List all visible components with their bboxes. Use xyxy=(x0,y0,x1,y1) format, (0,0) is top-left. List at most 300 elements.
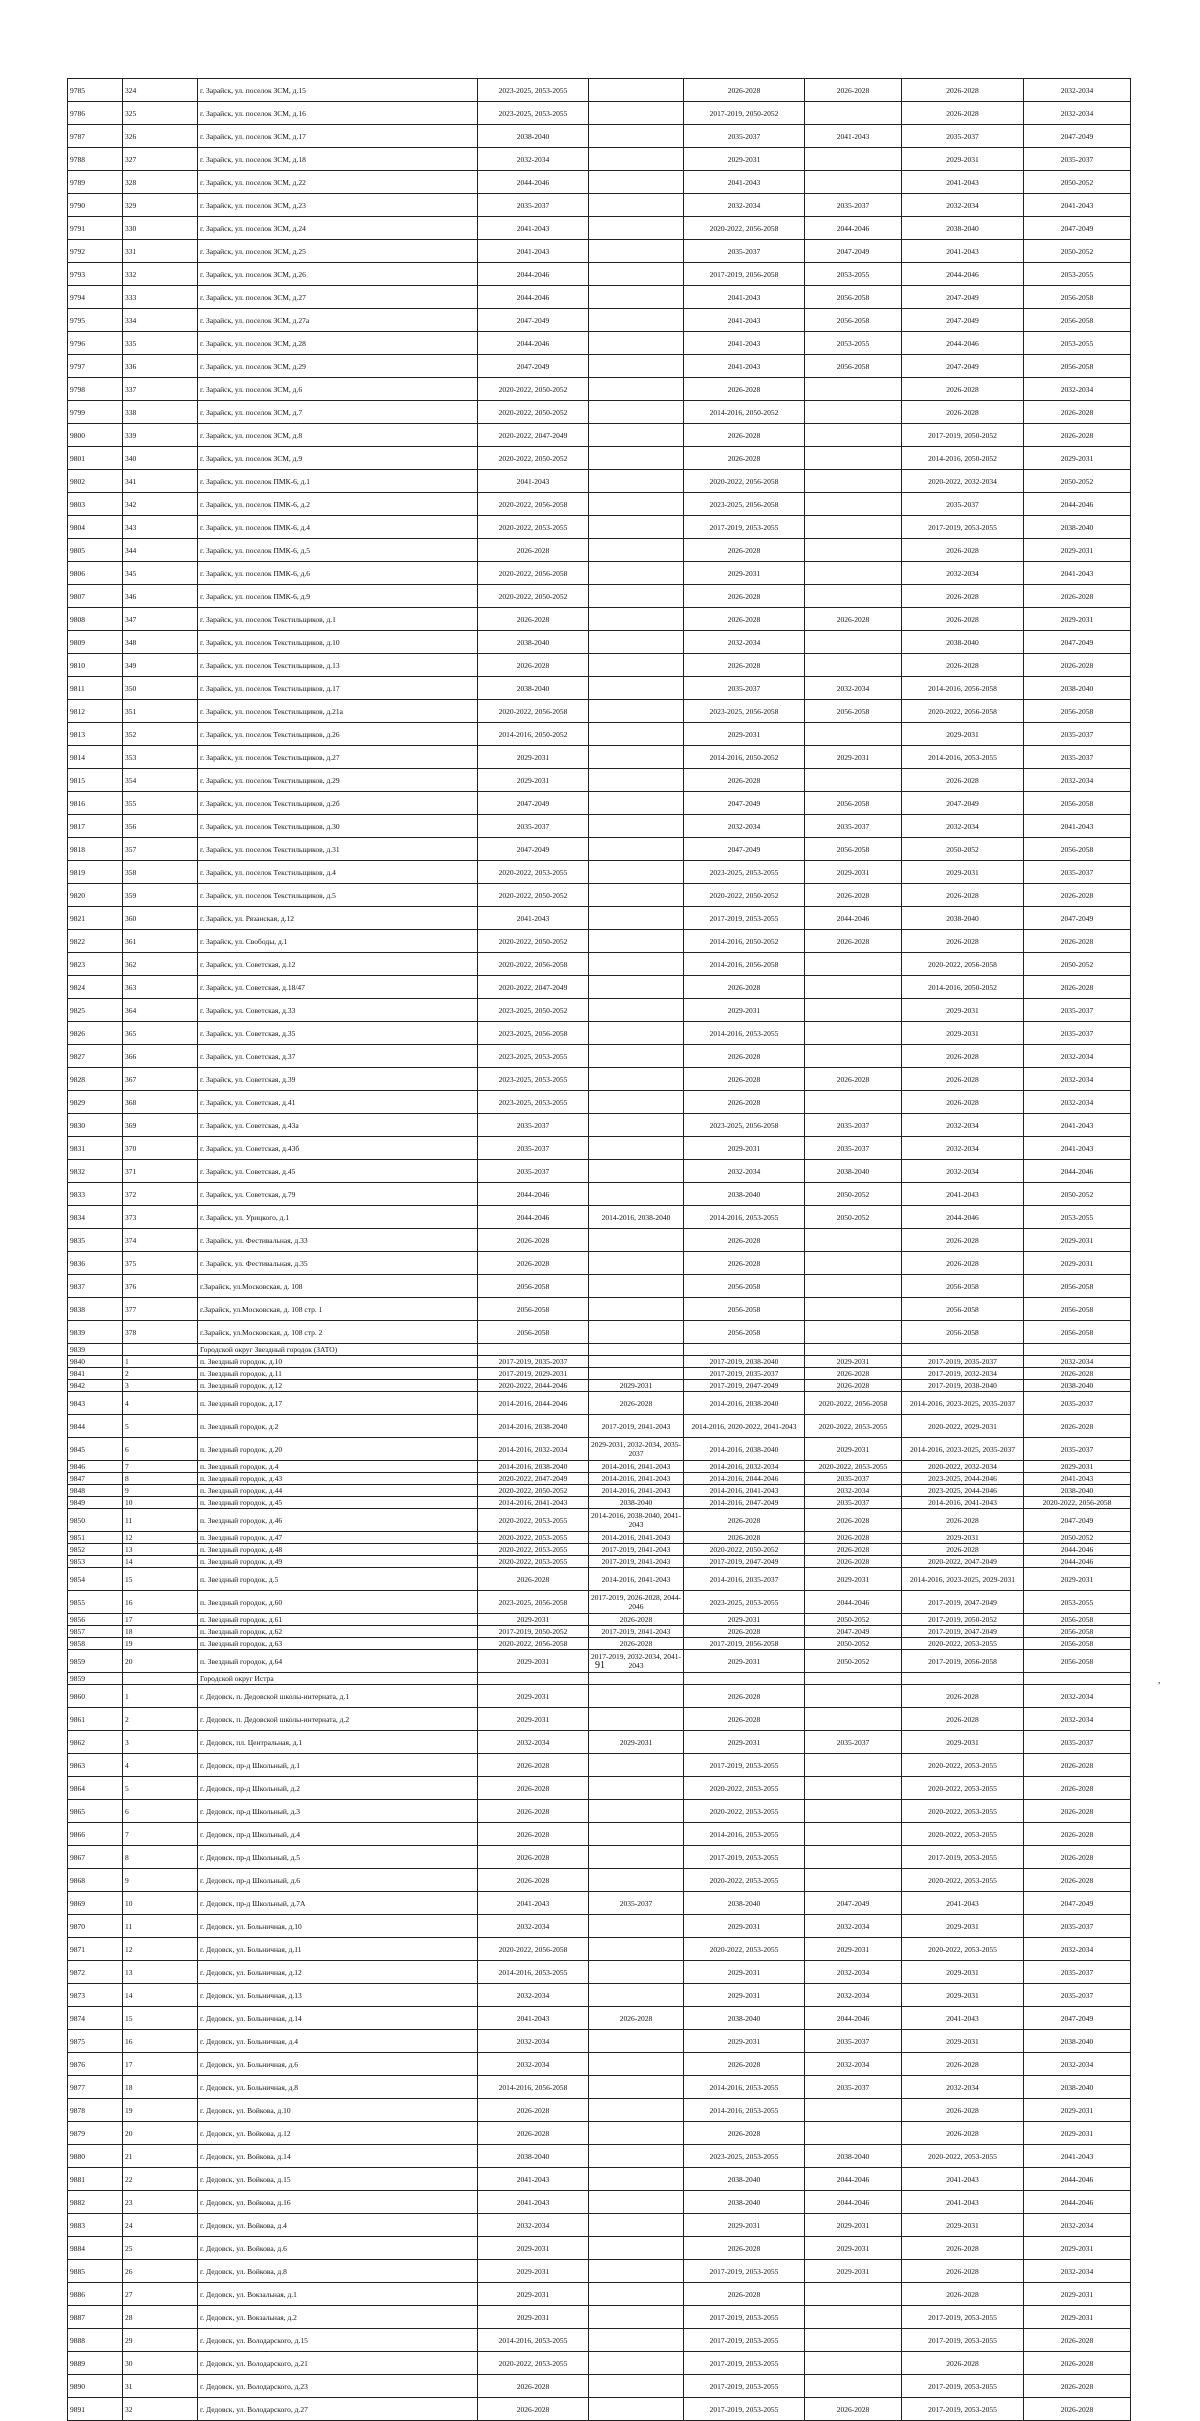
period-col5-cell: 2041-2043 xyxy=(902,1183,1024,1206)
row-number-cell: 9890 xyxy=(68,2375,123,2398)
period-col5-cell: 2029-2031 xyxy=(902,1915,1024,1938)
period-col4-cell: 2044-2046 xyxy=(805,2168,902,2191)
period-col5-cell: 2017-2019, 2050-2052 xyxy=(902,424,1024,447)
period-col1-cell: 2026-2028 xyxy=(478,2398,589,2421)
period-col6-cell: 2035-2037 xyxy=(1024,1438,1131,1461)
address-cell: г. Зарайск, ул. поселок Текстильщиков, д.26 xyxy=(198,723,478,746)
address-cell: г. Зарайск, ул. поселок ЗСМ, д.8 xyxy=(198,424,478,447)
table-row xyxy=(68,746,1131,769)
table-row xyxy=(68,148,1131,171)
period-col6-cell: 2026-2028 xyxy=(1024,1869,1131,1892)
period-col4-cell: 2032-2034 xyxy=(805,677,902,700)
house-number-cell: 4 xyxy=(123,1754,198,1777)
period-col2-cell xyxy=(589,401,684,424)
period-col1-cell: 2029-2031 xyxy=(478,2237,589,2260)
period-col6-cell: 2029-2031 xyxy=(1024,539,1131,562)
period-col4-cell: 2053-2055 xyxy=(805,332,902,355)
period-col3-cell: 2056-2058 xyxy=(684,1275,805,1298)
house-number-cell: 17 xyxy=(123,1614,198,1626)
house-number-cell: 16 xyxy=(123,1591,198,1614)
address-cell: г. Зарайск, ул. Советская, д.45 xyxy=(198,1160,478,1183)
period-col1-cell: 2029-2031 xyxy=(478,1708,589,1731)
period-col4-cell: 2026-2028 xyxy=(805,1068,902,1091)
table-row xyxy=(68,976,1131,999)
period-col1-cell: 2023-2025, 2053-2055 xyxy=(478,1045,589,1068)
table-row xyxy=(68,1497,1131,1509)
period-col4-cell: 2035-2037 xyxy=(805,815,902,838)
period-col3-cell: 2026-2028 xyxy=(684,424,805,447)
period-col2-cell xyxy=(589,1777,684,1800)
period-col3-cell: 2014-2016, 2032-2034 xyxy=(684,1461,805,1473)
period-col4-cell: 2026-2028 xyxy=(805,1380,902,1392)
address-cell: г. Зарайск, ул. Советская, д.33 xyxy=(198,999,478,1022)
row-number-cell: 9795 xyxy=(68,309,123,332)
period-col1-cell: 2035-2037 xyxy=(478,194,589,217)
period-col6-cell: 2053-2055 xyxy=(1024,1206,1131,1229)
period-col5-cell: 2044-2046 xyxy=(902,332,1024,355)
period-col6-cell: 2041-2043 xyxy=(1024,815,1131,838)
period-col1-cell: 2029-2031 xyxy=(478,746,589,769)
period-col3-cell: 2038-2040 xyxy=(684,2191,805,2214)
row-number-cell: 9831 xyxy=(68,1137,123,1160)
period-col5-cell: 2050-2052 xyxy=(902,838,1024,861)
table-row xyxy=(68,1022,1131,1045)
period-col6-cell: 2032-2034 xyxy=(1024,769,1131,792)
period-col2-cell xyxy=(589,1160,684,1183)
period-col3-cell: 2020-2022, 2053-2055 xyxy=(684,1938,805,1961)
table-row xyxy=(68,1777,1131,1800)
period-col6-cell: 2026-2028 xyxy=(1024,401,1131,424)
house-number-cell: 351 xyxy=(123,700,198,723)
table-row xyxy=(68,1438,1131,1461)
house-number-cell: 355 xyxy=(123,792,198,815)
period-col4-cell: 2029-2031 xyxy=(805,861,902,884)
period-col3-cell: 2026-2028 xyxy=(684,79,805,102)
address-cell: г. Зарайск, ул. поселок Текстильщиков, д.30 xyxy=(198,815,478,838)
period-col6-cell: 2029-2031 xyxy=(1024,2306,1131,2329)
period-col1-cell: 2056-2058 xyxy=(478,1298,589,1321)
address-cell: г. Зарайск, ул. Советская, д.41 xyxy=(198,1091,478,1114)
period-col1-cell: 2017-2019, 2029-2031 xyxy=(478,1368,589,1380)
period-col4-cell: 2035-2037 xyxy=(805,1137,902,1160)
period-col4-cell: 2026-2028 xyxy=(805,1368,902,1380)
period-col2-cell xyxy=(589,424,684,447)
table-row xyxy=(68,309,1131,332)
period-col2-cell xyxy=(589,976,684,999)
address-cell: г. Зарайск, ул. Советская, д.12 xyxy=(198,953,478,976)
period-col1-cell: 2032-2034 xyxy=(478,1915,589,1938)
period-col3-cell: 2026-2028 xyxy=(684,608,805,631)
period-col4-cell xyxy=(805,2352,902,2375)
period-col1-cell: 2023-2025, 2053-2055 xyxy=(478,1068,589,1091)
period-col4-cell: 2047-2049 xyxy=(805,240,902,263)
period-col6-cell: 2029-2031 xyxy=(1024,447,1131,470)
period-col5-cell: 2035-2037 xyxy=(902,493,1024,516)
period-col2-cell: 2017-2019, 2032-2034, 2041-2043 xyxy=(589,1650,684,1673)
address-cell: п. Звездный городок, д.20 xyxy=(198,1438,478,1461)
address-cell: г. Зарайск, ул. поселок ЗСМ, д.29 xyxy=(198,355,478,378)
house-number-cell: 343 xyxy=(123,516,198,539)
house-number-cell: 348 xyxy=(123,631,198,654)
period-col6-cell: 2044-2046 xyxy=(1024,493,1131,516)
period-col5-cell: 2047-2049 xyxy=(902,355,1024,378)
address-cell: г. Дедовск, пр-д Школьный, д.7А xyxy=(198,1892,478,1915)
period-col1-cell: 2023-2025, 2053-2055 xyxy=(478,79,589,102)
period-col2-cell xyxy=(589,2260,684,2283)
row-number-cell: 9789 xyxy=(68,171,123,194)
table-row xyxy=(68,1869,1131,1892)
period-col1-cell: 2029-2031 xyxy=(478,1614,589,1626)
row-number-cell: 9883 xyxy=(68,2214,123,2237)
table-row xyxy=(68,1915,1131,1938)
table-row xyxy=(68,1892,1131,1915)
row-number-cell: 9837 xyxy=(68,1275,123,1298)
house-number-cell: 337 xyxy=(123,378,198,401)
period-col6-cell: 2026-2028 xyxy=(1024,2329,1131,2352)
period-col4-cell: 2020-2022, 2056-2058 xyxy=(805,1392,902,1415)
house-number-cell: 325 xyxy=(123,102,198,125)
period-col1-cell: 2020-2022, 2056-2058 xyxy=(478,493,589,516)
period-col3-cell: 2014-2016, 2056-2058 xyxy=(684,953,805,976)
period-col3-cell: 2026-2028 xyxy=(684,1252,805,1275)
period-col5-cell: 2014-2016, 2050-2052 xyxy=(902,447,1024,470)
address-cell: г. Зарайск, ул. Свободы, д.1 xyxy=(198,930,478,953)
house-number-cell: 344 xyxy=(123,539,198,562)
address-cell: г. Зарайск, ул. поселок ЗСМ, д.23 xyxy=(198,194,478,217)
table-row xyxy=(68,654,1131,677)
address-cell: г. Дедовск, п. Дедовской школы-интерната, д.2 xyxy=(198,1708,478,1731)
period-col2-cell xyxy=(589,148,684,171)
period-col3-cell: 2023-2025, 2056-2058 xyxy=(684,700,805,723)
period-col2-cell: 2014-2016, 2041-2043 xyxy=(589,1473,684,1485)
period-col5-cell: 2020-2022, 2056-2058 xyxy=(902,953,1024,976)
period-col2-cell: 2014-2016, 2041-2043 xyxy=(589,1485,684,1497)
period-col4-cell xyxy=(805,1275,902,1298)
table-row xyxy=(68,1380,1131,1392)
period-col4-cell xyxy=(805,1252,902,1275)
period-col3-cell: 2056-2058 xyxy=(684,1298,805,1321)
period-col6-cell: 2056-2058 xyxy=(1024,1321,1131,1344)
table-row xyxy=(68,953,1131,976)
table-row xyxy=(68,286,1131,309)
row-number-cell: 9798 xyxy=(68,378,123,401)
period-col1-cell: 2014-2016, 2032-2034 xyxy=(478,1438,589,1461)
address-cell: г. Дедовск, ул. Вокзальная, д.2 xyxy=(198,2306,478,2329)
period-col4-cell xyxy=(805,1777,902,1800)
period-col6-cell: 2050-2052 xyxy=(1024,470,1131,493)
period-col5-cell: 2026-2028 xyxy=(902,1708,1024,1731)
period-col5-cell: 2032-2034 xyxy=(902,2076,1024,2099)
period-col6-cell: 2038-2040 xyxy=(1024,1485,1131,1497)
period-col4-cell: 2029-2031 xyxy=(805,2237,902,2260)
period-col1-cell: 2026-2028 xyxy=(478,608,589,631)
row-number-cell: 9839 xyxy=(68,1321,123,1344)
table-row xyxy=(68,815,1131,838)
period-col3-cell: 2026-2028 xyxy=(684,585,805,608)
house-number-cell: 4 xyxy=(123,1392,198,1415)
table-row xyxy=(68,2122,1131,2145)
period-col4-cell: 2029-2031 xyxy=(805,1438,902,1461)
table-row xyxy=(68,1731,1131,1754)
address-cell: г. Дедовск, пр-д Школьный, д.2 xyxy=(198,1777,478,1800)
period-col2-cell xyxy=(589,585,684,608)
row-number-cell: 9870 xyxy=(68,1915,123,1938)
period-col3-cell: 2029-2031 xyxy=(684,2214,805,2237)
page-number: 91 xyxy=(595,1660,605,1671)
period-col1-cell: 2026-2028 xyxy=(478,1229,589,1252)
table-row xyxy=(68,1160,1131,1183)
row-number-cell: 9834 xyxy=(68,1206,123,1229)
house-number-cell: 335 xyxy=(123,332,198,355)
period-col2-cell: 2026-2028 xyxy=(589,2007,684,2030)
table-row xyxy=(68,1685,1131,1708)
address-cell: г. Зарайск, ул. поселок ЗСМ, д.24 xyxy=(198,217,478,240)
period-col2-cell xyxy=(589,999,684,1022)
address-cell: г. Дедовск, ул. Войкова, д.6 xyxy=(198,2237,478,2260)
row-number-cell: 9793 xyxy=(68,263,123,286)
house-number-cell: 327 xyxy=(123,148,198,171)
row-number-cell: 9808 xyxy=(68,608,123,631)
period-col2-cell xyxy=(589,1344,684,1356)
period-col4-cell xyxy=(805,1045,902,1068)
period-col3-cell: 2020-2022, 2053-2055 xyxy=(684,1869,805,1892)
period-col3-cell: 2026-2028 xyxy=(684,654,805,677)
period-col4-cell: 2029-2031 xyxy=(805,2260,902,2283)
period-col1-cell: 2047-2049 xyxy=(478,792,589,815)
table-row xyxy=(68,2145,1131,2168)
period-col6-cell: 2044-2046 xyxy=(1024,1160,1131,1183)
period-col2-cell: 2014-2016, 2041-2043 xyxy=(589,1461,684,1473)
address-cell: г. Зарайск, ул. Советская, д.43б xyxy=(198,1137,478,1160)
period-col3-cell: 2014-2016, 2047-2049 xyxy=(684,1497,805,1509)
period-col5-cell: 2029-2031 xyxy=(902,148,1024,171)
table-row xyxy=(68,1961,1131,1984)
period-col1-cell: 2056-2058 xyxy=(478,1321,589,1344)
period-col2-cell xyxy=(589,1368,684,1380)
row-number-cell: 9796 xyxy=(68,332,123,355)
table-row xyxy=(68,1938,1131,1961)
house-number-cell: 29 xyxy=(123,2329,198,2352)
row-number-cell: 9843 xyxy=(68,1392,123,1415)
period-col4-cell: 2029-2031 xyxy=(805,2214,902,2237)
period-col5-cell: 2020-2022, 2053-2055 xyxy=(902,1823,1024,1846)
address-cell: п. Звездный городок, д.17 xyxy=(198,1392,478,1415)
period-col4-cell: 2026-2028 xyxy=(805,2398,902,2421)
period-col2-cell: 2014-2016, 2041-2043 xyxy=(589,1568,684,1591)
address-cell: г.Зарайск, ул.Московская, д. 108 стр. 1 xyxy=(198,1298,478,1321)
period-col2-cell xyxy=(589,1708,684,1731)
house-number-cell: 361 xyxy=(123,930,198,953)
house-number-cell: 19 xyxy=(123,2099,198,2122)
table-row xyxy=(68,2099,1131,2122)
period-col1-cell: 2020-2022, 2044-2046 xyxy=(478,1380,589,1392)
period-col2-cell xyxy=(589,240,684,263)
house-number-cell: 371 xyxy=(123,1160,198,1183)
period-col2-cell xyxy=(589,332,684,355)
period-col5-cell: 2014-2016, 2023-2025, 2035-2037 xyxy=(902,1392,1024,1415)
address-cell: г. Зарайск, ул. поселок ЗСМ, д.22 xyxy=(198,171,478,194)
period-col4-cell xyxy=(805,2099,902,2122)
table-row xyxy=(68,1068,1131,1091)
period-col1-cell: 2032-2034 xyxy=(478,2053,589,2076)
period-col2-cell xyxy=(589,516,684,539)
period-col4-cell: 2038-2040 xyxy=(805,2145,902,2168)
house-number-cell: 18 xyxy=(123,2076,198,2099)
table-row xyxy=(68,2214,1131,2237)
period-col2-cell xyxy=(589,654,684,677)
period-col1-cell: 2023-2025, 2050-2052 xyxy=(478,999,589,1022)
house-number-cell: 27 xyxy=(123,2283,198,2306)
period-col1-cell: 2041-2043 xyxy=(478,2007,589,2030)
period-col1-cell: 2026-2028 xyxy=(478,654,589,677)
period-col2-cell: 2026-2028 xyxy=(589,1392,684,1415)
period-col1-cell: 2044-2046 xyxy=(478,286,589,309)
period-col1-cell: 2041-2043 xyxy=(478,470,589,493)
row-number-cell: 9869 xyxy=(68,1892,123,1915)
period-col4-cell xyxy=(805,102,902,125)
period-col6-cell xyxy=(1024,1673,1131,1685)
period-col5-cell: 2026-2028 xyxy=(902,1045,1024,1068)
period-col1-cell: 2026-2028 xyxy=(478,539,589,562)
row-number-cell: 9887 xyxy=(68,2306,123,2329)
period-col3-cell: 2020-2022, 2050-2052 xyxy=(684,1544,805,1556)
row-number-cell: 9875 xyxy=(68,2030,123,2053)
house-number-cell xyxy=(123,1673,198,1685)
period-col2-cell xyxy=(589,1754,684,1777)
period-col3-cell: 2035-2037 xyxy=(684,677,805,700)
house-number-cell: 10 xyxy=(123,1497,198,1509)
period-col4-cell xyxy=(805,424,902,447)
address-cell: г. Дедовск, ул. Больничная, д.10 xyxy=(198,1915,478,1938)
period-col4-cell: 2029-2031 xyxy=(805,1938,902,1961)
period-col3-cell: 2032-2034 xyxy=(684,194,805,217)
period-col5-cell: 2017-2019, 2056-2058 xyxy=(902,1650,1024,1673)
period-col6-cell: 2035-2037 xyxy=(1024,148,1131,171)
period-col2-cell xyxy=(589,1321,684,1344)
period-col6-cell: 2029-2031 xyxy=(1024,2283,1131,2306)
period-col6-cell: 2050-2052 xyxy=(1024,953,1131,976)
period-col2-cell xyxy=(589,378,684,401)
period-col3-cell: 2041-2043 xyxy=(684,286,805,309)
house-number-cell xyxy=(123,1344,198,1356)
period-col1-cell: 2044-2046 xyxy=(478,1183,589,1206)
period-col2-cell xyxy=(589,1114,684,1137)
house-number-cell: 365 xyxy=(123,1022,198,1045)
period-col2-cell xyxy=(589,2168,684,2191)
row-number-cell: 9879 xyxy=(68,2122,123,2145)
house-number-cell: 19 xyxy=(123,1638,198,1650)
period-col6-cell: 2032-2034 xyxy=(1024,1091,1131,1114)
period-col5-cell: 2017-2019, 2047-2049 xyxy=(902,1591,1024,1614)
row-number-cell: 9889 xyxy=(68,2352,123,2375)
period-col2-cell xyxy=(589,1275,684,1298)
period-col2-cell xyxy=(589,217,684,240)
period-col6-cell: 2032-2034 xyxy=(1024,1068,1131,1091)
period-col3-cell: 2020-2022, 2056-2058 xyxy=(684,217,805,240)
table-row xyxy=(68,907,1131,930)
period-col5-cell: 2020-2022, 2053-2055 xyxy=(902,1938,1024,1961)
row-number-cell: 9817 xyxy=(68,815,123,838)
period-col6-cell: 2035-2037 xyxy=(1024,999,1131,1022)
row-number-cell: 9799 xyxy=(68,401,123,424)
period-col3-cell: 2029-2031 xyxy=(684,1915,805,1938)
period-col2-cell xyxy=(589,1183,684,1206)
period-col1-cell: 2020-2022, 2053-2055 xyxy=(478,861,589,884)
house-number-cell: 338 xyxy=(123,401,198,424)
row-number-cell: 9819 xyxy=(68,861,123,884)
period-col4-cell xyxy=(805,401,902,424)
house-number-cell: 15 xyxy=(123,2007,198,2030)
house-number-cell: 366 xyxy=(123,1045,198,1068)
period-col3-cell: 2014-2016, 2050-2052 xyxy=(684,401,805,424)
row-number-cell: 9844 xyxy=(68,1415,123,1438)
period-col3-cell: 2026-2028 xyxy=(684,1045,805,1068)
period-col4-cell: 2035-2037 xyxy=(805,1114,902,1137)
address-cell: г. Дедовск, ул. Володарского, д.27 xyxy=(198,2398,478,2421)
period-col1-cell: 2023-2025, 2056-2058 xyxy=(478,1022,589,1045)
period-col4-cell: 2026-2028 xyxy=(805,1532,902,1544)
period-col2-cell xyxy=(589,1984,684,2007)
row-number-cell: 9814 xyxy=(68,746,123,769)
address-cell: г. Дедовск, п. Дедовской школы-интерната, д.1 xyxy=(198,1685,478,1708)
address-cell: п. Звездный городок, д.10 xyxy=(198,1356,478,1368)
address-cell: г. Дедовск, ул. Больничная, д.4 xyxy=(198,2030,478,2053)
house-number-cell: 372 xyxy=(123,1183,198,1206)
address-cell: г. Зарайск, ул. поселок Текстильщиков, д.31 xyxy=(198,838,478,861)
table-row xyxy=(68,585,1131,608)
period-col6-cell: 2053-2055 xyxy=(1024,332,1131,355)
table-row xyxy=(68,401,1131,424)
period-col6-cell: 2035-2037 xyxy=(1024,723,1131,746)
period-col1-cell: 2014-2016, 2053-2055 xyxy=(478,1961,589,1984)
house-number-cell: 342 xyxy=(123,493,198,516)
corner-mark: , xyxy=(1158,1675,1161,1686)
house-number-cell: 12 xyxy=(123,1938,198,1961)
table-row xyxy=(68,2329,1131,2352)
house-number-cell: 341 xyxy=(123,470,198,493)
table-row xyxy=(68,1591,1131,1614)
period-col2-cell xyxy=(589,1045,684,1068)
house-number-cell: 324 xyxy=(123,79,198,102)
period-col5-cell: 2026-2028 xyxy=(902,539,1024,562)
period-col6-cell: 2026-2028 xyxy=(1024,930,1131,953)
period-col5-cell: 2017-2019, 2035-2037 xyxy=(902,1356,1024,1368)
period-col6-cell: 2047-2049 xyxy=(1024,907,1131,930)
period-col1-cell: 2038-2040 xyxy=(478,125,589,148)
period-col3-cell: 2017-2019, 2038-2040 xyxy=(684,1356,805,1368)
row-number-cell: 9853 xyxy=(68,1556,123,1568)
table-row xyxy=(68,631,1131,654)
period-col4-cell: 2056-2058 xyxy=(805,792,902,815)
period-col6-cell: 2032-2034 xyxy=(1024,79,1131,102)
period-col4-cell: 2056-2058 xyxy=(805,286,902,309)
period-col5-cell: 2026-2028 xyxy=(902,930,1024,953)
table-row xyxy=(68,79,1131,102)
period-col4-cell xyxy=(805,1321,902,1344)
house-number-cell: 13 xyxy=(123,1961,198,1984)
address-cell: г. Зарайск, ул. поселок ПМК-6, д.4 xyxy=(198,516,478,539)
period-col5-cell: 2017-2019, 2053-2055 xyxy=(902,2398,1024,2421)
house-number-cell: 336 xyxy=(123,355,198,378)
period-col2-cell xyxy=(589,1091,684,1114)
period-col3-cell: 2029-2031 xyxy=(684,1614,805,1626)
period-col3-cell: 2017-2019, 2053-2055 xyxy=(684,907,805,930)
period-col3-cell: 2029-2031 xyxy=(684,562,805,585)
row-number-cell: 9886 xyxy=(68,2283,123,2306)
house-number-cell: 5 xyxy=(123,1415,198,1438)
period-col4-cell xyxy=(805,447,902,470)
register-table xyxy=(67,78,1131,2421)
